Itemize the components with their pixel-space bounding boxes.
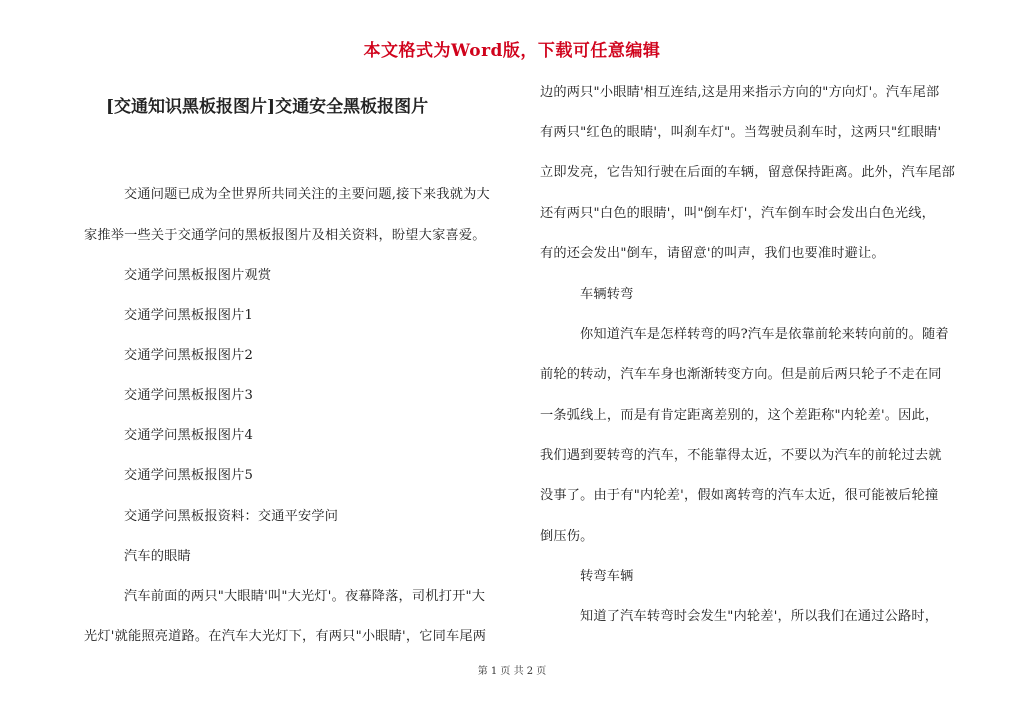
section-heading: 汽车的眼睛 — [124, 549, 191, 564]
left-line: 光灯'就能照亮道路。在汽车大光灯下，有两只"小眼睛'，它同车尾两 — [84, 629, 487, 644]
right-line: 一条弧线上，而是有肯定距离差别的，这个差距称"内轮差'。因此， — [540, 408, 939, 423]
section-heading: 转弯车辆 — [580, 569, 634, 584]
right-line: 我们遇到要转弯的汽车，不能靠得太近，不要以为汽车的前轮过去就 — [540, 448, 942, 463]
right-line: 有的还会发出"倒车，请留意'的叫声，我们也要准时避让。 — [540, 246, 885, 261]
left-line: 交通学问黑板报图片2 — [124, 348, 254, 363]
section-heading: 车辆转弯 — [580, 287, 634, 302]
right-line: 边的两只"小眼睛'相互连结,这是用来指示方向的"方向灯'。汽车尾部 — [540, 85, 940, 100]
left-line: 交通学问黑板报资料：交通平安学问 — [124, 509, 339, 524]
right-line: 你知道汽车是怎样转弯的吗?汽车是依靠前轮来转向前的。随着 — [580, 327, 949, 342]
left-line: 交通学问黑板报图片3 — [124, 388, 254, 403]
right-line: 立即发亮，它告知行驶在后面的车辆，留意保持距离。此外，汽车尾部 — [540, 165, 956, 180]
right-line: 倒压伤。 — [540, 529, 594, 544]
document-title: [交通知识黑板报图片]交通安全黑板报图片 — [106, 97, 429, 117]
left-line: 交通问题已成为全世界所共同关注的主要问题,接下来我就为大 — [124, 187, 490, 202]
left-line: 家推举一些关于交通学问的黑板报图片及相关资料，盼望大家喜爱。 — [84, 228, 486, 243]
left-line: 汽车前面的两只"大眼睛'叫"大光灯'。夜幕降落，司机打开"大 — [124, 589, 486, 604]
left-line: 交通学问黑板报图片1 — [124, 308, 254, 323]
right-line: 没事了。由于有"内轮差'，假如离转弯的汽车太近，很可能被后轮撞 — [540, 488, 939, 503]
left-line: 交通学问黑板报图片5 — [124, 468, 254, 483]
right-line: 有两只"红色的眼睛'，叫刹车灯"。当驾驶员刹车时，这两只"红眼睛' — [540, 125, 942, 140]
right-line: 前轮的转动，汽车车身也渐渐转变方向。但是前后两只轮子不走在同 — [540, 367, 942, 382]
left-line: 交通学问黑板报图片4 — [124, 428, 254, 443]
word-format-banner: 本文格式为Word版，下载可任意编辑 — [363, 41, 661, 61]
right-line: 还有两只"白色的眼睛'，叫"倒车灯'，汽车倒车时会发出白色光线， — [540, 206, 936, 221]
right-line: 知道了汽车转弯时会发生"内轮差'，所以我们在通过公路时， — [580, 609, 939, 624]
page-number-footer: 第 1 页 共 2 页 — [477, 666, 547, 677]
left-line: 交通学问黑板报图片观赏 — [124, 268, 272, 283]
